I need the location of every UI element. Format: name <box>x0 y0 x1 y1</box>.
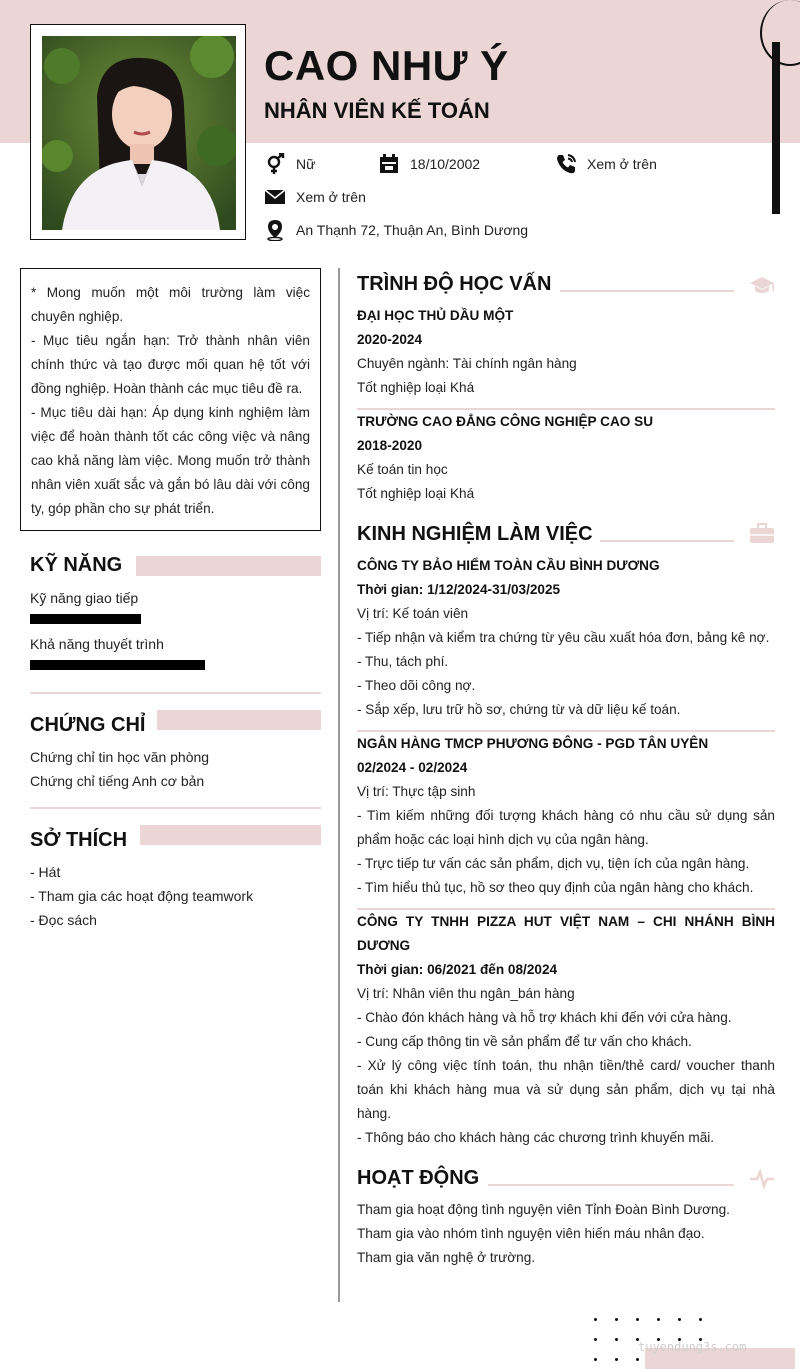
experience-title-line <box>600 540 734 542</box>
phone-value: Xem ở trên <box>587 156 657 172</box>
certificate-item: Chứng chỉ tiếng Anh cơ bản <box>30 773 205 789</box>
experience-line: Vị trí: Nhân viên thu ngân_bán hàng <box>357 986 575 1001</box>
contact-birthdate <box>378 153 480 175</box>
education-title: TRÌNH ĐỘ HỌC VẤN <box>357 273 552 295</box>
activities-list <box>357 1198 775 1270</box>
candidate-name: CAO NHƯ Ý <box>264 42 509 89</box>
skill-label: Khả năng thuyết trình <box>30 636 164 652</box>
education-period: 2020-2024 <box>357 332 423 347</box>
experience-period: Thời gian: 1/12/2024-31/03/2025 <box>357 582 561 597</box>
briefcase-icon <box>749 523 775 545</box>
experience-period: Thời gian: 06/2021 đến 08/2024 <box>357 962 558 977</box>
certificates-title-bar <box>157 710 321 730</box>
contact-email <box>264 186 366 208</box>
education-title-line <box>560 290 734 292</box>
objective-line: * Mong muốn một môi trường làm việc chuyên nghiệp. <box>31 285 310 324</box>
skills-title: KỸ NĂNG <box>30 554 123 576</box>
decorative-dot <box>594 1358 597 1361</box>
gender-value: Nữ <box>296 156 316 172</box>
activity-item: Tham gia hoạt động tình nguyện viên Tỉnh Đoàn Bình Dương. <box>357 1202 730 1217</box>
school-name: TRƯỜNG CAO ĐẲNG CÔNG NGHIỆP CAO SU <box>357 414 654 429</box>
school-name: ĐẠI HỌC THỦ DẦU MỘT <box>357 308 514 323</box>
column-separator <box>338 268 340 1302</box>
objective-line: - Mục tiêu dài hạn: Áp dụng kinh nghiệm làm việc để hoàn thành tốt các công việc và nâng cao khả năng làm việc. Mong muốn trở thành nhân viên xuất sắc và gắn bó lâu dài với công ty, góp phần cho sự phát triển. <box>31 405 310 516</box>
experience-line: - Trực tiếp tư vấn các sản phẩm, dịch vụ, tiện ích của ngân hàng. <box>357 856 750 871</box>
company-name: CÔNG TY TNHH PIZZA HUT VIỆT NAM – CHI NHÁNH BÌNH DƯƠNG <box>357 914 775 953</box>
contact-gender <box>264 153 315 175</box>
decorative-dot <box>636 1318 639 1321</box>
hobby-item: - Hát <box>30 864 61 880</box>
contact-address <box>264 219 528 241</box>
experience-line: - Xử lý công việc tính toán, thu nhận tiền/thẻ card/ voucher thanh toán khi khách hàng mua và sử dụng sản phẩm, dịch vụ tại nhà hàng. <box>357 1058 775 1121</box>
experience-line: - Thông báo cho khách hàng các chương trình khuyến mãi. <box>357 1130 715 1145</box>
skills-title-bar <box>136 556 321 576</box>
experience-line: - Theo dõi công nợ. <box>357 678 476 693</box>
experience-period: 02/2024 - 02/2024 <box>357 760 468 775</box>
education-major: Chuyên ngành: Tài chính ngân hàng <box>357 356 577 371</box>
decorative-dot <box>615 1318 618 1321</box>
section-divider <box>30 807 321 809</box>
certificate-item: Chứng chỉ tin học văn phòng <box>30 749 210 765</box>
experience-line: - Sắp xếp, lưu trữ hồ sơ, chứng từ và dữ liệu kế toán. <box>357 702 681 717</box>
job-title: NHÂN VIÊN KẾ TOÁN <box>264 98 490 123</box>
objective-line: - Mục tiêu ngắn hạn: Trở thành nhân viên chính thức và tạo được mối quan hệ tốt với đồng nghiệp. Hoàn thành các mục tiêu đề ra. <box>31 333 310 396</box>
experience-line: - Thu, tách phí. <box>357 654 449 669</box>
experience-line: - Tìm kiếm những đối tượng khách hàng có nhu cầu sử dụng sản phẩm hoặc các loại hình dịch vụ của ngân hàng. <box>357 808 775 847</box>
education-result: Tốt nghiệp loại Khá <box>357 380 475 395</box>
decorative-dot <box>594 1318 597 1321</box>
experience-line: Vị trí: Kế toán viên <box>357 606 469 621</box>
decorative-dot <box>699 1318 702 1321</box>
experience-line: - Cung cấp thông tin về sản phẩm để tư vấn cho khách. <box>357 1034 692 1049</box>
experience-entry <box>357 732 775 900</box>
activities-title: HOẠT ĐỘNG <box>357 1167 480 1189</box>
career-objective <box>20 268 321 531</box>
hobby-item: - Tham gia các hoạt động teamwork <box>30 888 254 904</box>
decorative-dot <box>636 1358 639 1361</box>
contact-phone <box>555 153 657 175</box>
education-entry <box>357 304 775 400</box>
activity-item: Tham gia vào nhóm tình nguyện viên hiến máu nhân đạo. <box>357 1226 705 1241</box>
certificates-title: CHỨNG CHỈ <box>30 714 146 736</box>
calendar-icon <box>378 153 400 175</box>
skill-label: Kỹ năng giao tiếp <box>30 590 139 606</box>
birthdate-value: 18/10/2002 <box>410 156 481 172</box>
skill-level-bar <box>30 614 141 624</box>
activity-item: Tham gia văn nghệ ở trường. <box>357 1250 536 1265</box>
email-icon <box>264 186 286 208</box>
education-result: Tốt nghiệp loại Khá <box>357 486 475 501</box>
activities-title-line <box>488 1184 734 1186</box>
education-major: Kế toán tin học <box>357 462 448 477</box>
experience-entry <box>357 554 775 722</box>
section-divider <box>30 692 321 694</box>
phone-icon <box>555 153 577 175</box>
experience-title: KINH NGHIỆM LÀM VIỆC <box>357 523 593 545</box>
experience-entry <box>357 910 775 1150</box>
decorative-dot <box>615 1358 618 1361</box>
decorative-bar <box>772 42 780 214</box>
skill-level-bar <box>30 660 205 670</box>
location-icon <box>264 219 286 241</box>
company-name: NGÂN HÀNG TMCP PHƯƠNG ĐÔNG - PGD TÂN UYÊN <box>357 736 709 751</box>
heartbeat-icon <box>749 1168 775 1190</box>
graduation-cap-icon <box>749 274 775 296</box>
decorative-dot <box>657 1318 660 1321</box>
address-value: An Thạnh 72, Thuận An, Bình Dương <box>296 222 529 238</box>
hobby-item: - Đọc sách <box>30 912 97 928</box>
experience-line: - Tiếp nhận và kiểm tra chứng từ yêu cầu xuất hóa đơn, bảng kê nợ. <box>357 630 770 645</box>
hobbies-title: SỞ THÍCH <box>30 829 128 851</box>
education-entry <box>357 410 775 506</box>
gender-icon <box>264 153 286 175</box>
experience-line: - Chào đón khách hàng và hỗ trợ khách khi đến với cửa hàng. <box>357 1010 732 1025</box>
experience-line: - Tìm hiểu thủ tục, hồ sơ theo quy định của ngân hàng cho khách. <box>357 880 754 895</box>
decorative-dot <box>678 1318 681 1321</box>
profile-photo <box>42 36 236 230</box>
decorative-dot <box>615 1338 618 1341</box>
hobbies-title-bar <box>140 825 321 845</box>
education-period: 2018-2020 <box>357 438 423 453</box>
company-name: CÔNG TY BẢO HIỂM TOÀN CẦU BÌNH DƯƠNG <box>357 558 660 573</box>
experience-line: Vị trí: Thực tập sinh <box>357 784 476 799</box>
decorative-dot <box>594 1338 597 1341</box>
watermark: tuyendung3s.com <box>638 1340 747 1354</box>
email-value: Xem ở trên <box>296 189 366 205</box>
